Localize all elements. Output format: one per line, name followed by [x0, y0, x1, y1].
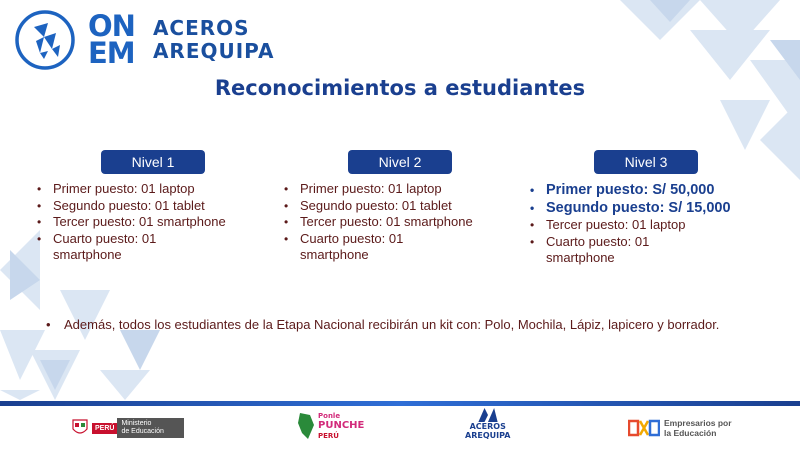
list-item: • Primer puesto: S/ 50,000 [526, 181, 766, 199]
onem-emblem-icon [14, 9, 76, 71]
punche-line-2: PUNCHE [318, 420, 365, 431]
page-title: Reconocimientos a estudiantes [214, 76, 586, 100]
kit-note [42, 316, 784, 333]
punche-line-1: Ponle [318, 412, 341, 420]
brand-line-1: ACEROS [152, 16, 250, 40]
minedu-logo [72, 412, 184, 444]
list-item: • Primer puesto: 01 laptop [33, 181, 273, 198]
list-item: • Segundo puesto: S/ 15,000 [526, 199, 736, 217]
level-1-column [33, 150, 273, 264]
minedu-country-label: PERÚ [92, 423, 117, 434]
brand-wordmark [153, 17, 275, 63]
exe-line-2: la Educación [664, 428, 717, 438]
aa-emblem-icon [475, 408, 501, 422]
list-item: • Primer puesto: 01 laptop [280, 181, 520, 198]
peru-map-icon [296, 411, 316, 441]
kit-note-text: Además, todos los estudiantes de la Etapa Nacional recibirán un kit con: Polo, Mochila, Lápiz, lapicero y borrador. [64, 317, 720, 332]
aceros-arequipa-logo [465, 408, 510, 440]
list-item: • Cuarto puesto: 01 smartphone [33, 231, 213, 264]
list-item: • Segundo puesto: 01 tablet [280, 198, 520, 215]
aa-line-2: AREQUIPA [465, 431, 511, 440]
minedu-line-1: Ministerio [121, 420, 152, 427]
list-item: • Tercer puesto: 01 smartphone [280, 214, 520, 231]
level-3-column [526, 150, 766, 267]
bullet-icon: • [46, 317, 51, 332]
peru-shield-icon [72, 419, 88, 437]
level-2-column [280, 150, 520, 264]
exe-mark-icon [628, 419, 660, 437]
list-item: • Cuarto puesto: 01 smartphone [280, 231, 460, 264]
ponle-punche-logo [296, 410, 364, 442]
punche-line-3: PERÚ [318, 432, 339, 440]
exe-line-1: Empresarios por [664, 418, 732, 428]
onem-line-2: EM [88, 36, 135, 70]
exe-logo [628, 412, 732, 444]
footer-divider [0, 401, 800, 406]
minedu-line-2: de Educación [121, 428, 164, 435]
header [14, 8, 274, 72]
level-3-prize-list [526, 181, 766, 267]
level-2-prize-list [280, 181, 520, 264]
onem-wordmark [88, 9, 135, 70]
list-item: • Segundo puesto: 01 tablet [33, 198, 273, 215]
list-item: • Tercer puesto: 01 laptop [526, 217, 766, 234]
level-1-prize-list [33, 181, 273, 264]
onem-line-1: ON [88, 9, 135, 43]
aa-line-1: ACEROS [469, 422, 506, 431]
list-item: • Cuarto puesto: 01 smartphone [526, 234, 706, 267]
list-item: • Tercer puesto: 01 smartphone [33, 214, 273, 231]
minedu-name [117, 418, 183, 438]
level-2-badge: Nivel 2 [348, 150, 452, 174]
brand-line-2: AREQUIPA [152, 39, 275, 63]
level-1-badge: Nivel 1 [101, 150, 205, 174]
level-3-badge: Nivel 3 [594, 150, 698, 174]
